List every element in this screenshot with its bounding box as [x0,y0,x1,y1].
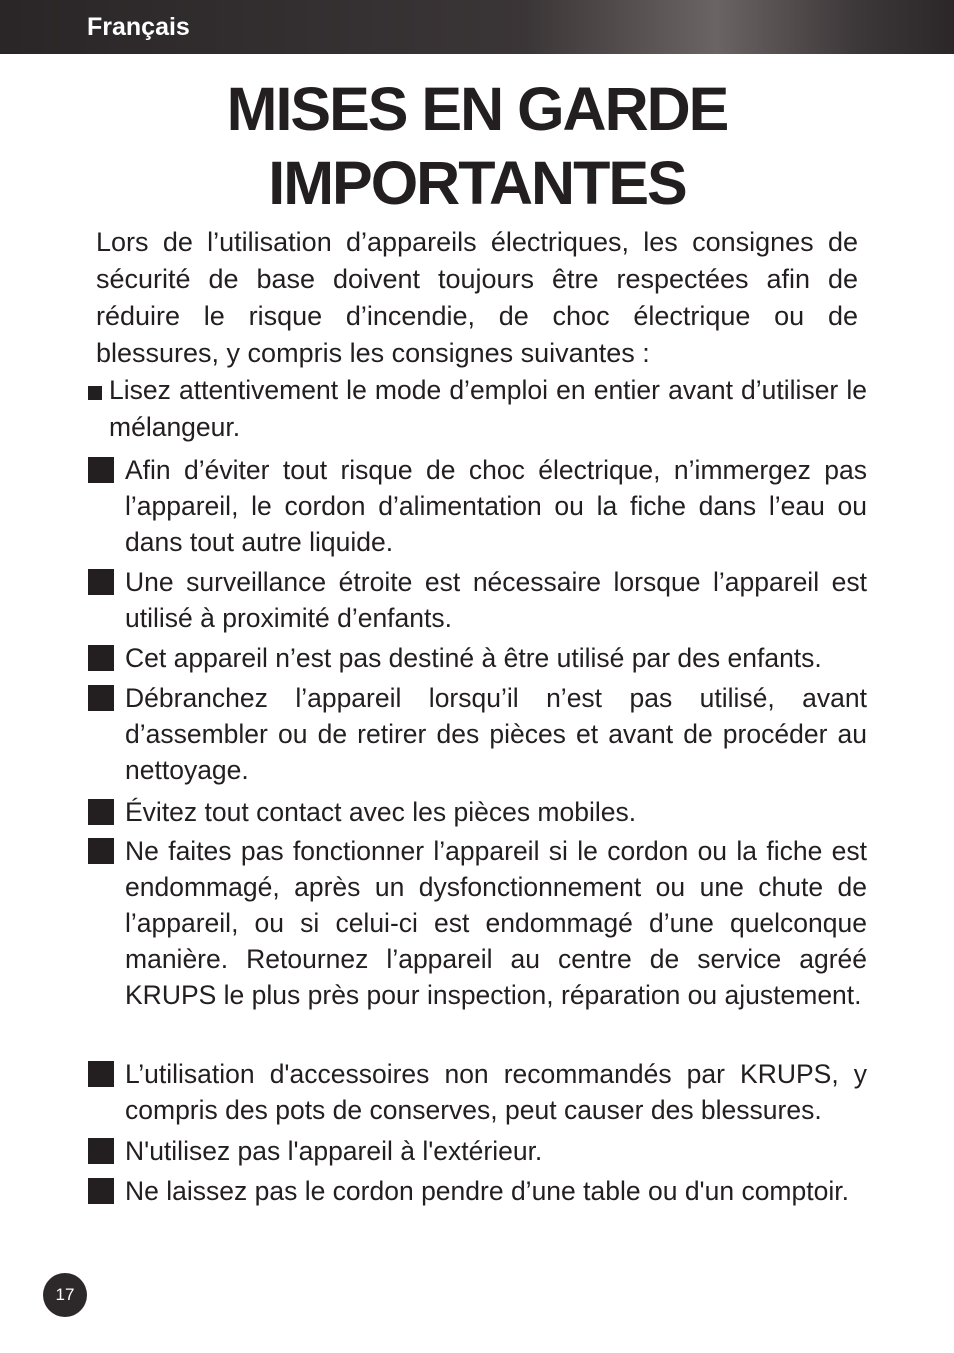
page-number-badge [43,1273,87,1317]
warning-text: Lisez attentivement le mode d’emploi en entier avant d’utiliser le mélangeur. [109,375,867,442]
warning-text: Une surveillance étroite est nécessaire lorsque l’appareil est utilisé à proximité d’enfants. [125,567,867,633]
page-title [0,72,954,220]
square-bullet-icon [88,1061,114,1087]
language-header-bar [0,0,954,54]
warning-text: N'utilisez pas l'appareil à l'extérieur. [125,1136,543,1166]
square-bullet-icon [88,569,114,595]
warning-text: Débranchez l’appareil lorsqu’il n’est pas utilisé, avant d’assembler ou de retirer des pièces et avant de procéder au nettoyage. [125,683,867,785]
square-bullet-icon [88,838,114,864]
warning-text: Cet appareil n’est pas destiné à être utilisé par des enfants. [125,643,822,673]
language-label: Français [87,13,190,41]
square-bullet-icon [88,457,114,483]
title-line-1: MISES EN GARDE [226,75,728,143]
square-bullet-icon [88,1138,114,1164]
warning-text: Évitez tout contact avec les pièces mobiles. [125,797,637,827]
square-bullet-icon [88,799,114,825]
square-bullet-icon [88,645,114,671]
page-number: 17 [55,1285,75,1304]
intro-paragraph: Lors de l’utilisation d’appareils électriques, les consignes de sécurité de base doivent toujours être respectées afin de réduire le risque d’incendie, de choc électrique ou de blessures, y compris les consignes suivantes : [96,227,858,368]
title-line-2: IMPORTANTES [268,149,686,217]
square-bullet-icon [88,685,114,711]
warning-text: L’utilisation d'accessoires non recommandés par KRUPS, y compris des pots de conserves, peut causer des blessures. [125,1059,867,1125]
warning-text: Ne laissez pas le cordon pendre d’une table ou d'un comptoir. [125,1176,849,1206]
warning-text: Ne faites pas fonctionner l’appareil si le cordon ou la fiche est endommagé, après un dysfonctionnement ou une chute de l’appareil, ou si celui-ci est endommagé d’une quelconque manière. Retournez l’appareil au centre de service agréé KRUPS le plus près pour inspection, réparation ou ajustement. [125,836,867,1010]
square-bullet-icon [88,386,102,400]
warning-text: Afin d’éviter tout risque de choc électrique, n’immergez pas l’appareil, le cordon d’alimentation ou la fiche dans l’eau ou dans tout autre liquide. [125,455,867,557]
square-bullet-icon [88,1178,114,1204]
